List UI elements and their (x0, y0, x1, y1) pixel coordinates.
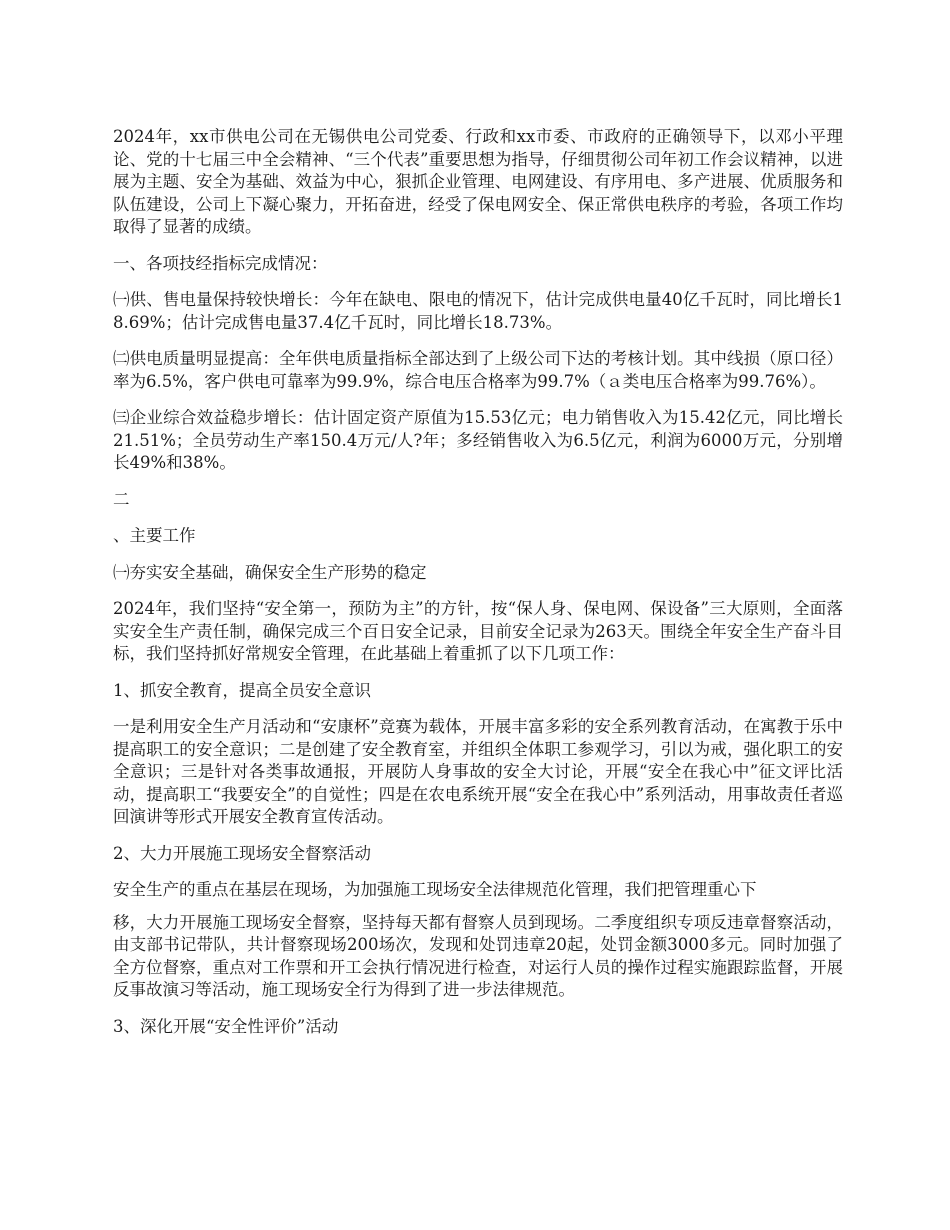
indicator-paragraph-benefit: ㈢企业综合效益稳步增长：估计固定资产原值为15.53亿元；电力销售收入为15.42亿元，同比增长21.51%；全员劳动生产率150.4万元/人?年；多经销售收入为6.5亿元，利润为6000万元，分别增长49%和38%。 (113, 408, 843, 472)
subheading-safety-evaluation: 3、深化开展“安全性评价”活动 (113, 1016, 339, 1036)
site-inspection-paragraph-start: 安全生产的重点在基层在现场，为加强施工现场安全法律规范化管理，我们把管理重心下 (113, 880, 757, 899)
subheading-safety-education: 1、抓安全教育，提高全员安全意识 (113, 680, 371, 700)
section-number: 二 (113, 489, 130, 509)
safety-overview-paragraph: 2024年，我们坚持“安全第一，预防为主”的方针，按“保人身、保电网、保设备”三大原则，全面落实安全生产责任制，确保完成三个百日安全记录，目前安全记录为263天。围绕全年安全生产奋斗目标，我们坚持抓好常规安全管理，在此基础上着重抓了以下几项工作： (113, 599, 843, 663)
indicator-paragraph-electricity: ㈠供、售电量保持较快增长：今年在缺电、限电的情况下，估计完成供电量40亿千瓦时，同比增长18.69%；估计完成售电量37.4亿千瓦时，同比增长18.73%。 (113, 290, 843, 332)
indicator-paragraph-quality: ㈡供电质量明显提高：全年供电质量指标全部达到了上级公司下达的考核计划。其中线损（原口径）率为6.5%，客户供电可靠率为99.9%，综合电压合格率为99.7%（ａ类电压合格率为99.76%）。 (113, 349, 843, 391)
subheading-site-inspection: 2、大力开展施工现场安全督察活动 (113, 843, 371, 863)
section-heading-main-work: 、主要工作 (113, 526, 196, 545)
intro-paragraph: 2024年，xx市供电公司在无锡供电公司党委、行政和xx市委、市政府的正确领导下，以邓小平理论、党的十七届三中全会精神、“三个代表”重要思想为指导，仔细贯彻公司年初工作会议精神，以进展为主题、安全为基础、效益为中心，狠抓企业管理、电网建设、有序用电、多产进展、优质服务和队伍建设，公司上下凝心聚力，开拓奋进，经受了保电网安全、保正常供电秩序的考验，各项工作均取得了显著的成绩。 (113, 127, 843, 236)
site-inspection-paragraph-continued: 移，大力开展施工现场安全督察，坚持每天都有督察人员到现场。二季度组织专项反违章督察活动，由支部书记带队，共计督察现场200场次，发现和处罚违章20起，处罚金额3000多元。同时加强了全方位督察，重点对工作票和开工会执行情况进行检查，对运行人员的操作过程实施跟踪监督，开展反事故演习等活动，施工现场安全行为得到了进一步法律规范。 (113, 912, 843, 999)
subheading-safety-foundation: ㈠夯实安全基础，确保安全生产形势的稳定 (113, 562, 427, 582)
safety-education-paragraph: 一是利用安全生产月活动和“安康杯”竞赛为载体，开展丰富多彩的安全系列教育活动，在寓教于乐中提高职工的安全意识；二是创建了安全教育室，并组织全体职工参观学习，引以为戒，强化职工的安全意识；三是针对各类事故通报，开展防人身事故的安全大讨论，开展“安全在我心中”征文评比活动，提高职工“我要安全”的自觉性；四是在农电系统开展“安全在我心中”系列活动，用事故责任者巡回演讲等形式开展安全教育宣传活动。 (113, 717, 843, 826)
section-heading-indicators: 一、各项技经指标完成情况： (113, 253, 328, 273)
document-page (113, 126, 843, 1052)
